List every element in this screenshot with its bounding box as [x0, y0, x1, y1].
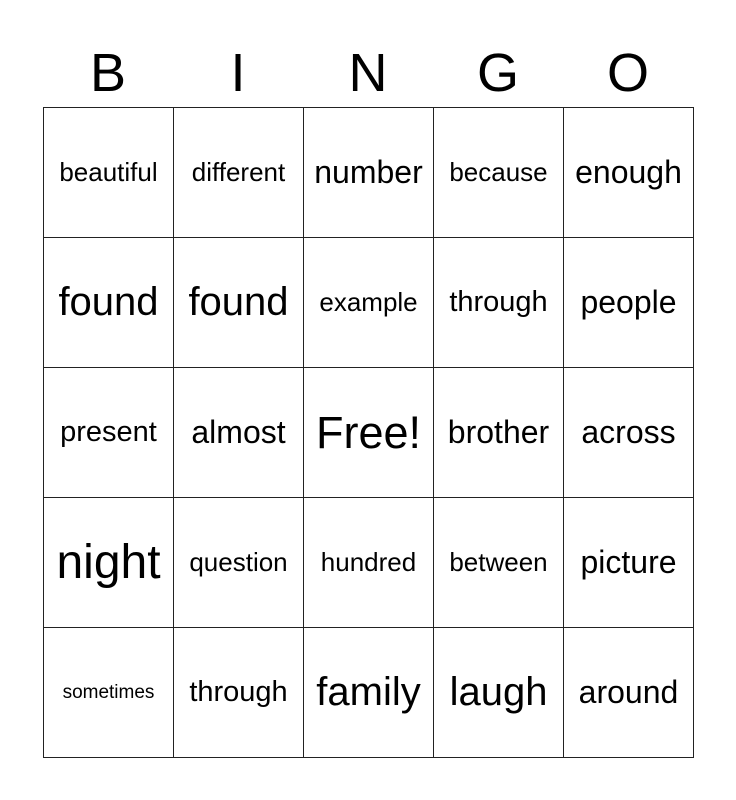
bingo-cell[interactable]: hundred	[304, 498, 434, 628]
bingo-cell[interactable]: across	[564, 368, 694, 498]
bingo-cell[interactable]: almost	[174, 368, 304, 498]
header-letter-n: N	[348, 43, 388, 103]
bingo-cell[interactable]: sometimes	[44, 628, 174, 758]
bingo-cell[interactable]: night	[44, 498, 174, 628]
bingo-header	[43, 42, 693, 104]
bingo-cell[interactable]: through	[174, 628, 304, 758]
bingo-cell[interactable]: people	[564, 238, 694, 368]
bingo-cell[interactable]: around	[564, 628, 694, 758]
bingo-board	[43, 107, 694, 758]
bingo-cell[interactable]: present	[44, 368, 174, 498]
bingo-cell[interactable]: picture	[564, 498, 694, 628]
bingo-cell[interactable]: laugh	[434, 628, 564, 758]
bingo-cell[interactable]: found	[44, 238, 174, 368]
bingo-cell[interactable]: brother	[434, 368, 564, 498]
free-space-cell[interactable]: Free!	[304, 368, 434, 498]
bingo-cell[interactable]: through	[434, 238, 564, 368]
header-letter-g: G	[476, 43, 519, 103]
bingo-cell[interactable]: different	[174, 108, 304, 238]
bingo-cell[interactable]: between	[434, 498, 564, 628]
bingo-cell[interactable]: beautiful	[44, 108, 174, 238]
bingo-cell[interactable]: enough	[564, 108, 694, 238]
bingo-cell[interactable]: number	[304, 108, 434, 238]
header-letter-b: B	[89, 43, 127, 103]
bingo-cell[interactable]: family	[304, 628, 434, 758]
bingo-cell[interactable]: question	[174, 498, 304, 628]
bingo-cell[interactable]: because	[434, 108, 564, 238]
header-letter-i: I	[230, 43, 246, 103]
bingo-cell[interactable]: example	[304, 238, 434, 368]
bingo-cell[interactable]: found	[174, 238, 304, 368]
header-letter-o: O	[606, 43, 649, 103]
